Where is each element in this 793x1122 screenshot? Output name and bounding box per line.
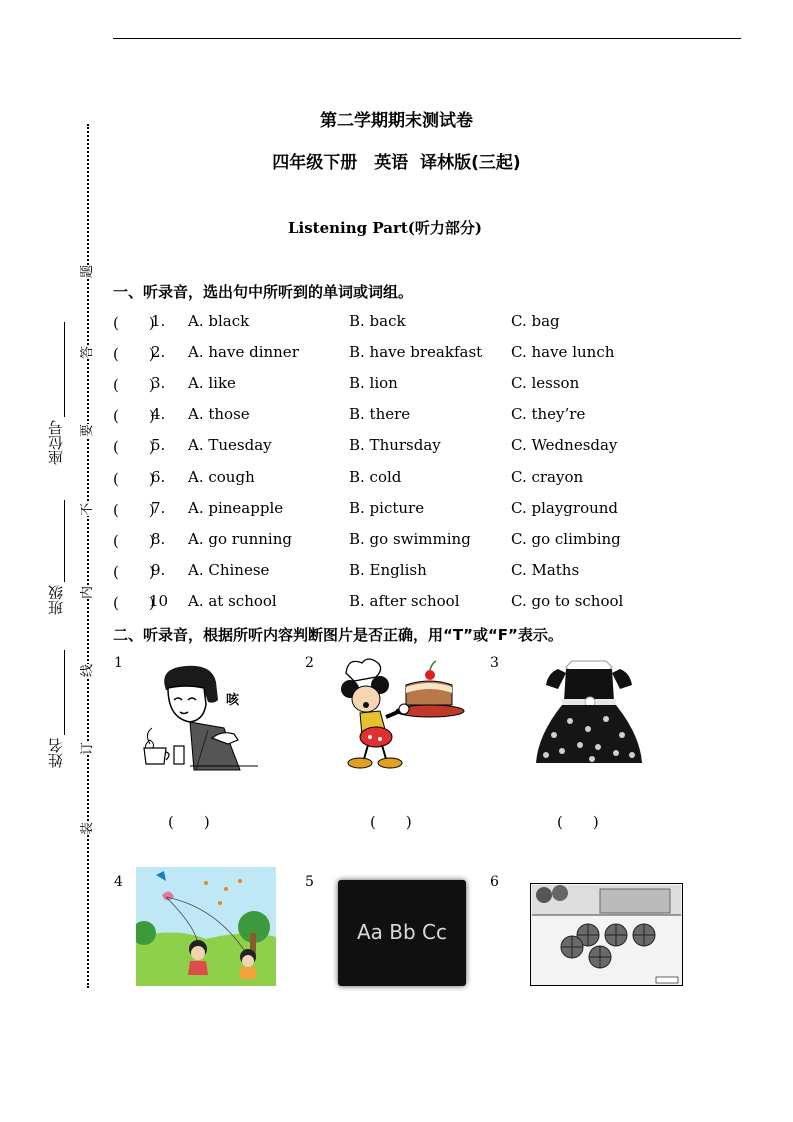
option-b: B. after school <box>349 592 460 610</box>
mouse-with-cake-picture <box>340 655 466 770</box>
seat-label: 座位号 <box>47 420 65 465</box>
question-number: 3. <box>151 374 166 392</box>
answer-paren[interactable]: ( ) <box>113 470 155 488</box>
option-b: B. have breakfast <box>349 343 483 361</box>
alphabet-card-picture <box>338 880 466 986</box>
option-a: A. like <box>188 374 236 392</box>
option-b: B. there <box>349 405 411 423</box>
option-c: C. go climbing <box>511 530 621 548</box>
margin-notice-char: 装 <box>80 821 96 836</box>
margin-notice-char: 内 <box>80 585 96 600</box>
picture-number: 3 <box>490 655 499 671</box>
option-a: A. Chinese <box>188 561 270 579</box>
card-text: Aa Bb Cc <box>356 920 448 944</box>
answer-paren[interactable]: ( ) <box>113 438 155 456</box>
margin-notice-char: 订 <box>80 741 96 756</box>
question-number: 6. <box>151 468 166 486</box>
picture-number: 2 <box>305 655 314 671</box>
exam-title: 第二学期期末测试卷 <box>320 111 473 131</box>
answer-paren[interactable]: ( ) <box>113 376 155 394</box>
question-number: 2. <box>151 343 166 361</box>
margin-notice-char: 答 <box>80 345 96 360</box>
coughing-man-picture <box>138 660 260 772</box>
seat-blank[interactable] <box>64 322 65 417</box>
option-c: C. Wednesday <box>511 436 618 454</box>
question-number: 4. <box>151 405 166 423</box>
option-c: C. bag <box>511 312 560 330</box>
option-a: A. go running <box>188 530 292 548</box>
binding-dotted-line <box>87 124 89 988</box>
kids-flying-kite-picture <box>136 867 276 986</box>
margin-notice-char: 不 <box>80 502 96 517</box>
question-number: 8. <box>151 530 166 548</box>
option-a: A. those <box>188 405 250 423</box>
answer-paren[interactable]: ( ) <box>113 407 155 425</box>
option-b: B. go swimming <box>349 530 471 548</box>
question-number: 5. <box>151 436 166 454</box>
option-b: B. back <box>349 312 406 330</box>
option-a: A. cough <box>188 468 255 486</box>
picture-answer-paren[interactable]: ( ) <box>370 813 412 831</box>
option-c: C. playground <box>511 499 619 517</box>
answer-paren[interactable]: ( ) <box>113 501 155 519</box>
option-a: A. pineapple <box>188 499 284 517</box>
option-c: C. Maths <box>511 561 580 579</box>
picture-number: 1 <box>114 655 123 671</box>
picture-number: 5 <box>305 874 314 890</box>
basketballs-on-court-picture <box>530 883 683 986</box>
name-label: 姓名 <box>47 738 65 768</box>
margin-notice-char: 题 <box>80 264 96 279</box>
option-c: C. crayon <box>511 468 584 486</box>
question-number: 7. <box>151 499 166 517</box>
option-b: B. picture <box>349 499 425 517</box>
option-b: B. lion <box>349 374 398 392</box>
option-a: A. have dinner <box>188 343 299 361</box>
option-c: C. have lunch <box>511 343 615 361</box>
option-c: C. go to school <box>511 592 624 610</box>
option-b: B. cold <box>349 468 402 486</box>
exam-subtitle: 四年级下册 英语 译林版(三起) <box>272 153 521 173</box>
svg-text:咳: 咳 <box>226 693 240 708</box>
answer-paren[interactable]: ( ) <box>113 532 155 550</box>
picture-number: 6 <box>490 874 499 890</box>
option-a: A. at school <box>188 592 277 610</box>
option-b: B. English <box>349 561 427 579</box>
section2-title: 二、听录音，根据所听内容判断图片是否正确，用“T”或“F”表示。 <box>113 626 563 644</box>
option-c: C. they’re <box>511 405 586 423</box>
picture-answer-paren[interactable]: ( ) <box>168 813 210 831</box>
option-a: A. Tuesday <box>188 436 272 454</box>
question-number: 10 <box>149 592 169 610</box>
question-number: 9. <box>151 561 166 579</box>
option-a: A. black <box>188 312 250 330</box>
answer-paren[interactable]: ( ) <box>113 314 155 332</box>
class-blank[interactable] <box>64 500 65 582</box>
header-rule <box>113 38 741 39</box>
margin-notice-char: 要 <box>80 423 96 438</box>
picture-number: 4 <box>114 874 123 890</box>
answer-paren[interactable]: ( ) <box>113 594 155 612</box>
picture-answer-paren[interactable]: ( ) <box>557 813 599 831</box>
margin-notice-char: 线 <box>80 663 96 678</box>
polka-dot-dress-picture <box>532 655 646 770</box>
part-title: Listening Part(听力部分) <box>287 219 482 237</box>
option-b: B. Thursday <box>349 436 441 454</box>
class-label: 班级 <box>47 585 65 615</box>
section1-title: 一、听录音，选出句中所听到的单词或词组。 <box>113 283 414 301</box>
question-number: 1. <box>151 312 166 330</box>
option-c: C. lesson <box>511 374 580 392</box>
answer-paren[interactable]: ( ) <box>113 563 155 581</box>
answer-paren[interactable]: ( ) <box>113 345 155 363</box>
name-blank[interactable] <box>64 650 65 735</box>
